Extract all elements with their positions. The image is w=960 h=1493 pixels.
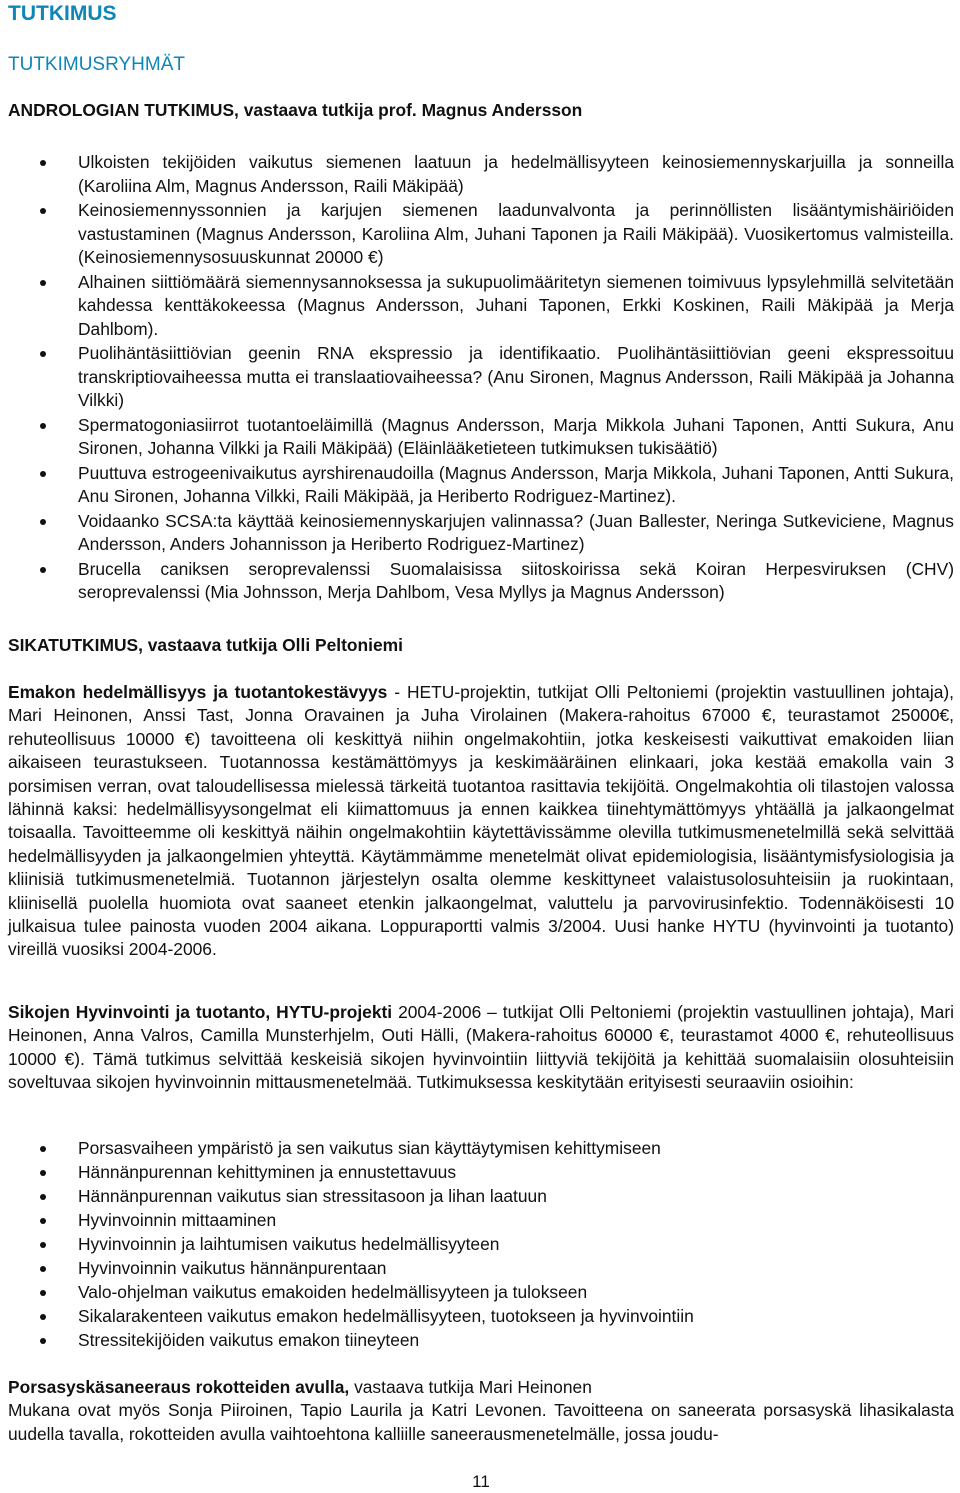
hytu-lead: Sikojen Hyvinvointi ja tuotanto, HYTU-projekti [8, 1002, 393, 1022]
list-item: Voidaanko SCSA:ta käyttää keinosiemennyskarjujen valinnassa? (Juan Ballester, Neringa Sutkeviciene, Magnus Andersson, Anders Johannisson ja Heriberto Rodriguez-Martinez) [8, 510, 954, 557]
vaccine-lead: Porsasyskäsaneeraus rokotteiden avulla, [8, 1377, 350, 1397]
list-item: Alhainen siittiömäärä siemennysannoksessa ja sukupuolimääritetyn siemenen toimivuus lypsylehmillä selvitetään kahdessa kenttäkokeessa (Magnus Andersson, Juhani Taponen, Erkki Koskinen, Raili Mäkipää ja Merja Dahlbom). [8, 271, 954, 341]
list-item: Keinosiemennyssonnien ja karjujen siemenen laadunvalvonta ja perinnöllisten lisääntymishäiriöiden vastustaminen (Magnus Andersson, Karoliina Alm, Juhani Taponen ja Raili Mäkipää). Vuosikertomus valmisteilla. (Keinosiemennysosuuskunnat 20000 €) [8, 199, 954, 269]
fertility-text: - HETU-projektin, tutkijat Olli Peltoniemi (projektin vastuullinen johtaja), Mari Heinonen, Anssi Tast, Jonna Oravainen ja Juha Virolainen (Makera-rahoitus 67000 €, teurastamot 25000€, rehuteollisuus 10000 €) tavoitteena oli keskittyä niihin ongelmakohtiin, jotka keskeisesti vaikuttivat emakoiden liian aikaiseen teurastukseen. Tuotannossa kestämättömyys ja keskimääräinen elinkaari, joka kestää emakolla vain 3 porsimisen verran, ovat taloudellisessa mielessä tärkeitä tuotantoa rasittavia tekijöitä. Ongelmakohtia oli tilastojen valossa lähinnä kaksi: hedelmällisyysongelmat eli kiimattomuus ja ennen kaikkea tiinehtymättömyys yhtäällä ja jalkaongelmat toisaalla. Tavoitteemme oli keskittyä näihin ongelmakohtiin käytettävissämme olevilla tutkimusmenetelmillä sekä selvittää hedelmällisyyden ja jalkaongelmien yhteyttä. Käytämmämme menetelmät olivat epidemiologisia, lisääntymisfysiologisia ja kliinisiä tutkimusmenetelmiä. Tuotannon järjestelyn osalta olemme keskittyneet valaistusolosuhteisiin ja ruokintaan, kliinisellä puolella huomiota ovat saaneet etenkin jalkaongelmat, valuttelu ja parvovirusinfektio. Todennäköisesti 10 julkaisua tulee painosta vuoden 2004 aikana. Loppuraportti valmis 3/2004. Uusi hanke HYTU (hyvinvointi ja tuotanto) vireillä vuosiksi 2004-2006. [8, 682, 954, 960]
list-item: Brucella caniksen seroprevalenssi Suomalaisissa siitoskoirissa sekä Koiran Herpesviruksen (CHV) seroprevalenssi (Mia Johnsson, Merja Dahlbom, Vesa Myllys ja Magnus Andersson) [8, 558, 954, 605]
fertility-lead: Emakon hedelmällisyys ja tuotantokestävyys [8, 682, 388, 702]
vaccine-body: Mukana ovat myös Sonja Piiroinen, Tapio Laurila ja Katri Levonen. Tavoitteena on saneerata porsasyskä lihasikalasta uudella tavalla, rokotteiden avulla vaihtoehtona kalliille saneerausmenetelmälle, jossa joudu- [8, 1400, 954, 1444]
list-item: Hännänpurennan vaikutus sian stressitasoon ja lihan laatuun [8, 1185, 954, 1208]
list-item: Hännänpurennan kehittyminen ja ennustettavuus [8, 1161, 954, 1184]
hytu-text: 2004-2006 – tutkijat Olli Peltoniemi (projektin vastuullinen johtaja), Mari Heinonen, Anna Valros, Camilla Munsterhjelm, Outi Hälli, (Makera-rahoitus 60000 €, teurastamot 4000 €, rehuteollisuus 10000 €). Tämä tutkimus selvittää keskeisiä sikojen hyvinvointiin liittyviä tekijöitä ja kehittää suomalaisiin olosuhteisiin soveltuvaa sikojen hyvinvoinnin mittausmenetelmää. Tutkimuksessa keskitytään erityisesti seuraaviin osioihin: [8, 1002, 954, 1093]
andrology-list [8, 151, 954, 604]
list-item: Sikalarakenteen vaikutus emakon hedelmällisyyteen, tuotokseen ja hyvinvointiin [8, 1305, 954, 1328]
hytu-paragraph [8, 1001, 954, 1095]
fertility-paragraph [8, 681, 954, 962]
pig-section-heading [8, 634, 954, 657]
vaccine-responsible: vastaava tutkija Mari Heinonen [349, 1377, 592, 1397]
list-item: Hyvinvoinnin ja laihtumisen vaikutus hedelmällisyyteen [8, 1233, 954, 1256]
list-item: Hyvinvoinnin mittaaminen [8, 1209, 954, 1232]
list-item: Puuttuva estrogeenivaikutus ayrshirenaudoilla (Magnus Andersson, Marja Mikkola, Juhani Taponen, Antti Sukura, Anu Sironen, Johanna Vilkki, Raili Mäkipää, ja Heriberto Rodriguez-Martinez). [8, 462, 954, 509]
hytu-topics [8, 1137, 954, 1353]
vaccine-paragraph [8, 1376, 954, 1446]
list-item: Valo-ohjelman vaikutus emakoiden hedelmällisyyteen ja tulokseen [8, 1281, 954, 1304]
list-item: Puolihäntäsiittiövian geenin RNA ekspressio ja identifikaatio. Puolihäntäsiittiövian geeni ekspressoituu transkriptiovaiheessa mutta ei translaatiovaiheessa? (Anu Sironen, Magnus Andersson, Raili Mäkipää ja Johanna Vilkki) [8, 342, 954, 412]
pig-title: SIKATUTKIMUS, vastaava tutkija Olli Peltoniemi [8, 635, 403, 655]
list-item: Ulkoisten tekijöiden vaikutus siemenen laatuun ja hedelmällisyyteen keinosiemennyskarjuilla ja sonneilla (Karoliina Alm, Magnus Andersson, Raili Mäkipää) [8, 151, 954, 198]
list-item: Spermatogoniasiirrot tuotantoeläimillä (Magnus Andersson, Marja Mikkola Juhani Taponen, Antti Sukura, Anu Sironen, Johanna Vilkki ja Raili Mäkipää) (Eläinlääketieteen tutkimuksen tukisäätiö) [8, 414, 954, 461]
hytu-topic-list [8, 1137, 954, 1352]
main-heading: TUTKIMUS [8, 2, 117, 25]
page-number: 11 [472, 1472, 490, 1491]
andrology-title: ANDROLOGIAN TUTKIMUS, vastaava tutkija prof. Magnus Andersson [8, 100, 583, 120]
list-item: Stressitekijöiden vaikutus emakon tiineyteen [8, 1329, 954, 1352]
sub-heading: TUTKIMUSRYHMÄT [8, 54, 185, 75]
list-item: Porsasvaiheen ympäristö ja sen vaikutus sian käyttäytymisen kehittymiseen [8, 1137, 954, 1160]
list-item: Hyvinvoinnin vaikutus hännänpurentaan [8, 1257, 954, 1280]
andrology-section [8, 99, 954, 606]
